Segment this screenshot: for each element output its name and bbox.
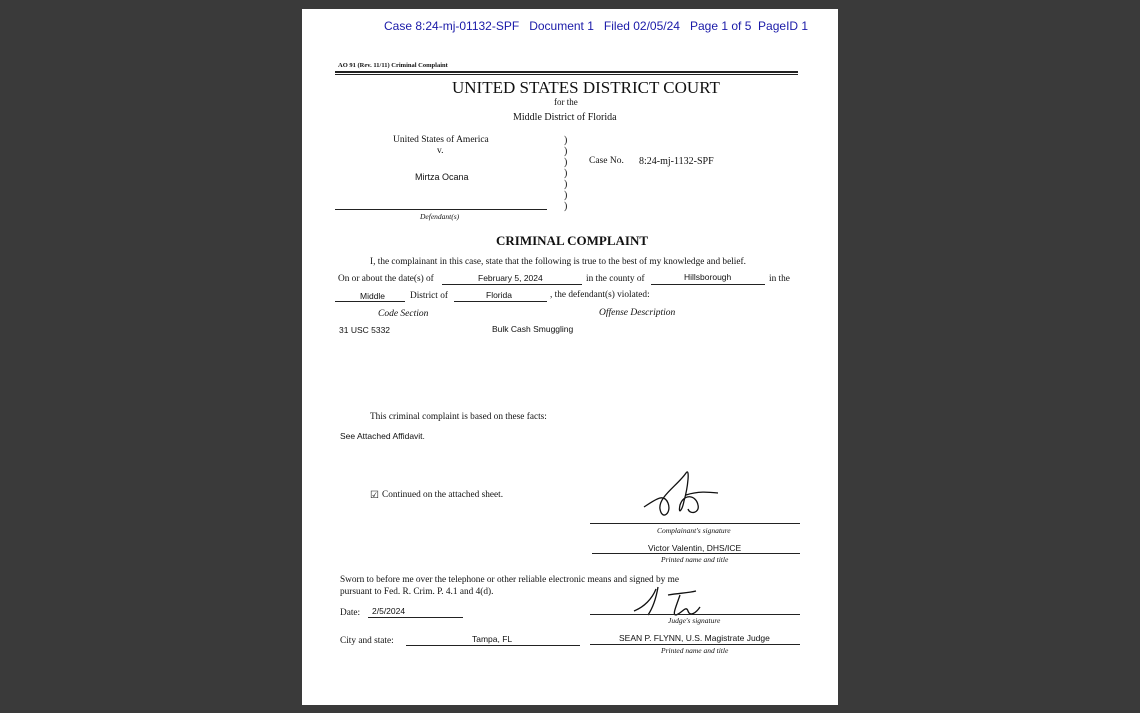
district-of-label: District of	[410, 291, 448, 301]
code-section-header: Code Section	[378, 309, 429, 319]
complainant-signature	[638, 465, 728, 525]
defendant-name: Mirtza Ocana	[415, 172, 469, 182]
state-value: Florida	[486, 290, 512, 300]
state-line	[454, 301, 547, 302]
offense-description-header: Offense Description	[599, 308, 676, 318]
sworn-line-1: Sworn to before me over the telephone or other reliable electronic means and signed by me	[340, 575, 679, 585]
stamp-page-id: PageID 1	[758, 19, 809, 33]
court-title: UNITED STATES DISTRICT COURT	[452, 78, 720, 97]
continued-label: Continued on the attached sheet.	[382, 490, 504, 500]
versus-label: v.	[437, 146, 444, 156]
city-line	[406, 645, 580, 646]
judge-name-line	[590, 644, 800, 645]
complainant-name-label: Printed name and title	[661, 555, 729, 564]
header-rule-thin	[335, 74, 798, 75]
stamp-filed: Filed 02/05/24	[603, 19, 680, 33]
complaint-intro: I, the complainant in this case, state that the following is true to the best of my knowledge and belief.	[370, 257, 746, 267]
city-state-label: City and state:	[340, 636, 394, 646]
stamp-document: Document 1	[529, 19, 594, 33]
sign-date-line	[368, 617, 463, 618]
county-line	[651, 284, 765, 285]
facts-label: This criminal complaint is based on these facts:	[370, 412, 547, 422]
complainant-signature-line	[590, 523, 800, 524]
document-page	[302, 9, 838, 705]
violated-label: , the defendant(s) violated:	[550, 290, 650, 300]
header-rule	[335, 71, 798, 73]
caption-parens: ) ) ) ) ) ) )	[564, 135, 568, 212]
offense-date: February 5, 2024	[478, 273, 543, 283]
on-or-about-label: On or about the date(s) of	[338, 274, 434, 284]
continued-checkbox[interactable]: ☑	[370, 490, 379, 501]
case-no-label: Case No.	[589, 156, 624, 166]
filing-stamp	[384, 19, 808, 33]
in-county-label: in the county of	[586, 274, 645, 284]
facts-text: See Attached Affidavit.	[340, 431, 425, 441]
judge-name: SEAN P. FLYNN, U.S. Magistrate Judge	[619, 633, 770, 643]
defendant-line	[335, 209, 547, 210]
case-no-value: 8:24-mj-1132-SPF	[639, 156, 714, 167]
in-the-label: in the	[769, 274, 790, 284]
judge-signature-label: Judge's signature	[668, 616, 721, 625]
offense-code: 31 USC 5332	[339, 325, 391, 335]
for-the-label: for the	[554, 97, 578, 107]
complainant-name: Victor Valentin, DHS/ICE	[648, 543, 742, 553]
complaint-heading: CRIMINAL COMPLAINT	[496, 233, 649, 248]
stamp-case: Case 8:24-mj-01132-SPF	[384, 19, 520, 33]
judge-name-label: Printed name and title	[661, 646, 729, 655]
district-value: Middle	[360, 291, 386, 301]
form-id: AO 91 (Rev. 11/11) Criminal Complaint	[338, 62, 448, 69]
stamp-page: Page 1 of 5	[689, 19, 752, 33]
complainant-name-line	[592, 553, 800, 554]
date-line	[442, 284, 582, 285]
district-name: Middle District of Florida	[513, 112, 617, 123]
complainant-signature-label: Complainant's signature	[657, 526, 731, 535]
sign-date: 2/5/2024	[372, 606, 406, 616]
county-value: Hillsborough	[684, 272, 732, 282]
plaintiff-name: United States of America	[393, 135, 489, 145]
judge-signature-line	[590, 614, 800, 615]
city-value: Tampa, FL	[472, 634, 513, 644]
district-line	[335, 301, 405, 302]
sworn-line-2: pursuant to Fed. R. Crim. P. 4.1 and 4(d).	[340, 587, 494, 597]
offense-description: Bulk Cash Smuggling	[492, 324, 574, 334]
date-label: Date:	[340, 608, 361, 618]
defendant-label: Defendant(s)	[420, 212, 460, 221]
